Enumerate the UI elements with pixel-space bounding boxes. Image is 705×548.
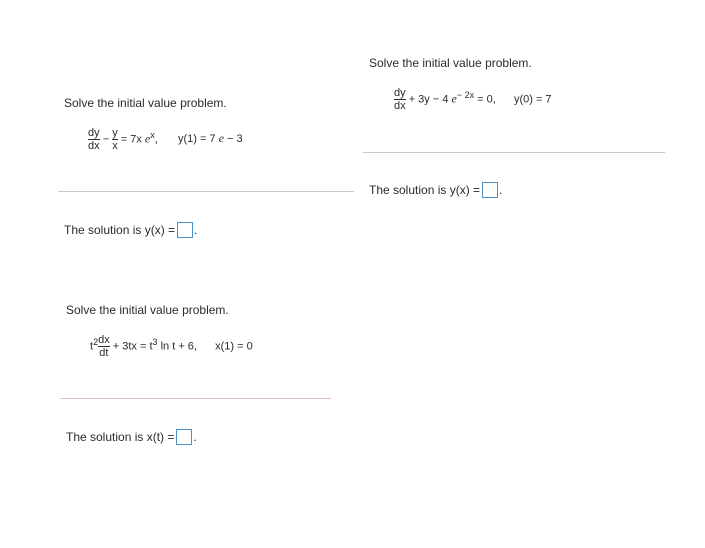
- answer-input-box[interactable]: [177, 222, 193, 238]
- initial-condition: x(1) = 0: [215, 340, 253, 353]
- problem-2-answer: The solution is y(x) = .: [369, 183, 503, 197]
- problem-1-prompt: Solve the initial value problem.: [64, 96, 227, 110]
- problem-3-answer: The solution is x(t) = .: [66, 430, 197, 444]
- problem-3-prompt: Solve the initial value problem.: [66, 303, 229, 317]
- dx-dt-fraction: $\frac{dx}{dt}$: [98, 334, 110, 359]
- problem-1-answer: The solution is y(x) = .: [64, 223, 198, 237]
- answer-input-box[interactable]: [482, 182, 498, 198]
- dy-dx-fraction: $\frac{dy}{dx}$: [394, 87, 406, 112]
- divider: [363, 152, 665, 153]
- divider: [60, 398, 331, 399]
- dy-dx-fraction: $\frac{dy}{dx}$: [88, 127, 100, 152]
- problem-2-equation: $\frac{dy}{dx}$ + 3y − 4 $e^{- 2x} = 0$, y(0) = 7: [394, 87, 552, 112]
- initial-condition: y(0) = 7: [513, 93, 552, 106]
- problem-1-equation: $\frac{dy}{dx}$ − $\frac{y}{x}$ = 7x $e^x$, y(1) = 7 e − 3: [88, 127, 243, 152]
- answer-input-box[interactable]: [176, 429, 192, 445]
- problem-3-equation: $t^2$ $\frac{dx}{dt}$ + $3tx = t^3$ ln t + 6, x(1) = 0: [90, 334, 253, 359]
- initial-condition: y(1) = 7 e − 3: [177, 131, 243, 146]
- divider: [58, 191, 354, 192]
- y-over-x-fraction: $\frac{y}{x}$: [112, 127, 118, 152]
- minus-sign: −: [102, 133, 110, 146]
- problem-2-prompt: Solve the initial value problem.: [369, 56, 532, 70]
